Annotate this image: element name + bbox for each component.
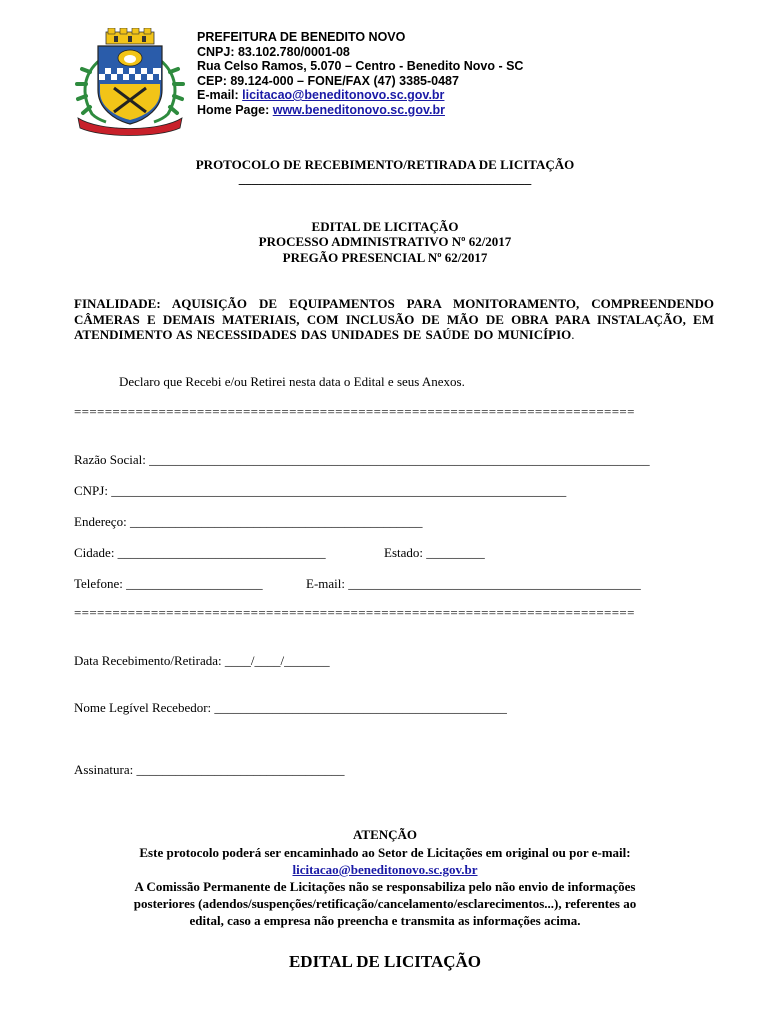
finalidade-text: FINALIDADE: AQUISIÇÃO DE EQUIPAMENTOS PARA MONITORAMENTO, COMPREENDENDO CÂMERAS E DEMAIS MATERIAIS, COM INCLUSÃO DE MÃO DE OBRA PARA INSTALAÇÃO, EM ATENDIMENTO AS NECESSIDADES DAS UNIDADES DE SAÚDE DO MUNICÍPIO — [74, 296, 714, 342]
org-cnpj: CNPJ: 83.102.780/0001-08 — [197, 44, 350, 59]
separator-top: ========================================================================= — [74, 404, 635, 419]
endereco-field[interactable]: Endereço: _____________________________________________ — [74, 514, 423, 529]
assinatura-field[interactable]: Assinatura: ________________________________ — [74, 762, 345, 777]
email-link[interactable]: licitacao@beneditonovo.sc.gov.br — [242, 88, 445, 102]
protocol-title-rule: _____________________________________________ — [238, 171, 532, 186]
org-name: PREFEITURA DE BENEDITO NOVO — [197, 30, 406, 44]
atencao-line-1: Este protocolo poderá ser encaminhado ao Setor de Licitações em original ou por e-mail: — [139, 845, 631, 860]
edital-title: EDITAL DE LICITAÇÃO — [311, 219, 459, 234]
atencao-line-3: posteriores (adendos/suspenções/retificação/cancelamento/esclarecimentos...), referentes ao — [133, 896, 637, 911]
atencao-email-line — [0, 862, 770, 878]
municipal-crest-logo — [70, 28, 188, 136]
org-homepage-line — [197, 103, 617, 118]
atencao-email-link[interactable]: licitacao@beneditonovo.sc.gov.br — [292, 862, 478, 877]
finalidade-paragraph — [74, 296, 714, 343]
estado-field[interactable]: Estado: _________ — [384, 545, 485, 560]
email-field[interactable]: E-mail: _____________________________________________ — [306, 576, 641, 591]
process-number: PROCESSO ADMINISTRATIVO Nº 62/2017 — [258, 234, 512, 249]
finalidade-period: . — [571, 327, 575, 342]
org-email-line — [197, 88, 617, 103]
org-address: Rua Celso Ramos, 5.070 – Centro - Benedito Novo - SC — [197, 59, 524, 73]
atencao-line-2: A Comissão Permanente de Licitações não se responsabiliza pelo não envio de informações — [134, 879, 636, 894]
cnpj-field[interactable]: CNPJ: ______________________________________________________________________ — [74, 483, 567, 498]
razao-social-field[interactable]: Razão Social: _____________________________________________________________________________ — [74, 452, 650, 467]
telefone-field[interactable]: Telefone: _____________________ — [74, 576, 263, 591]
footer-edital-title: EDITAL DE LICITAÇÃO — [288, 952, 482, 971]
pregao-number: PREGÃO PRESENCIAL Nº 62/2017 — [282, 250, 488, 265]
separator-bottom: ========================================================================= — [74, 605, 635, 620]
nome-recebedor-field[interactable]: Nome Legível Recebedor: _____________________________________________ — [74, 700, 507, 715]
protocol-title: PROTOCOLO DE RECEBIMENTO/RETIRADA DE LICITAÇÃO — [195, 157, 575, 172]
data-recebimento-field[interactable]: Data Recebimento/Retirada: ____/____/_______ — [74, 653, 330, 668]
declaration-text: Declaro que Recebi e/ou Retirei nesta data o Edital e seus Anexos. — [119, 374, 465, 389]
homepage-label: Home Page: — [197, 102, 273, 117]
email-label: E-mail: — [197, 88, 243, 102]
cidade-field[interactable]: Cidade: ________________________________ — [74, 545, 326, 560]
letterhead — [197, 30, 617, 117]
atencao-title: ATENÇÃO — [352, 827, 418, 842]
homepage-link[interactable]: www.beneditonovo.sc.gov.br — [272, 102, 445, 117]
atencao-line-4: edital, caso a empresa não preencha e transmita as informações acima. — [189, 913, 581, 928]
org-cep-phone: CEP: 89.124-000 – FONE/FAX (47) 3385-0487 — [197, 73, 459, 88]
